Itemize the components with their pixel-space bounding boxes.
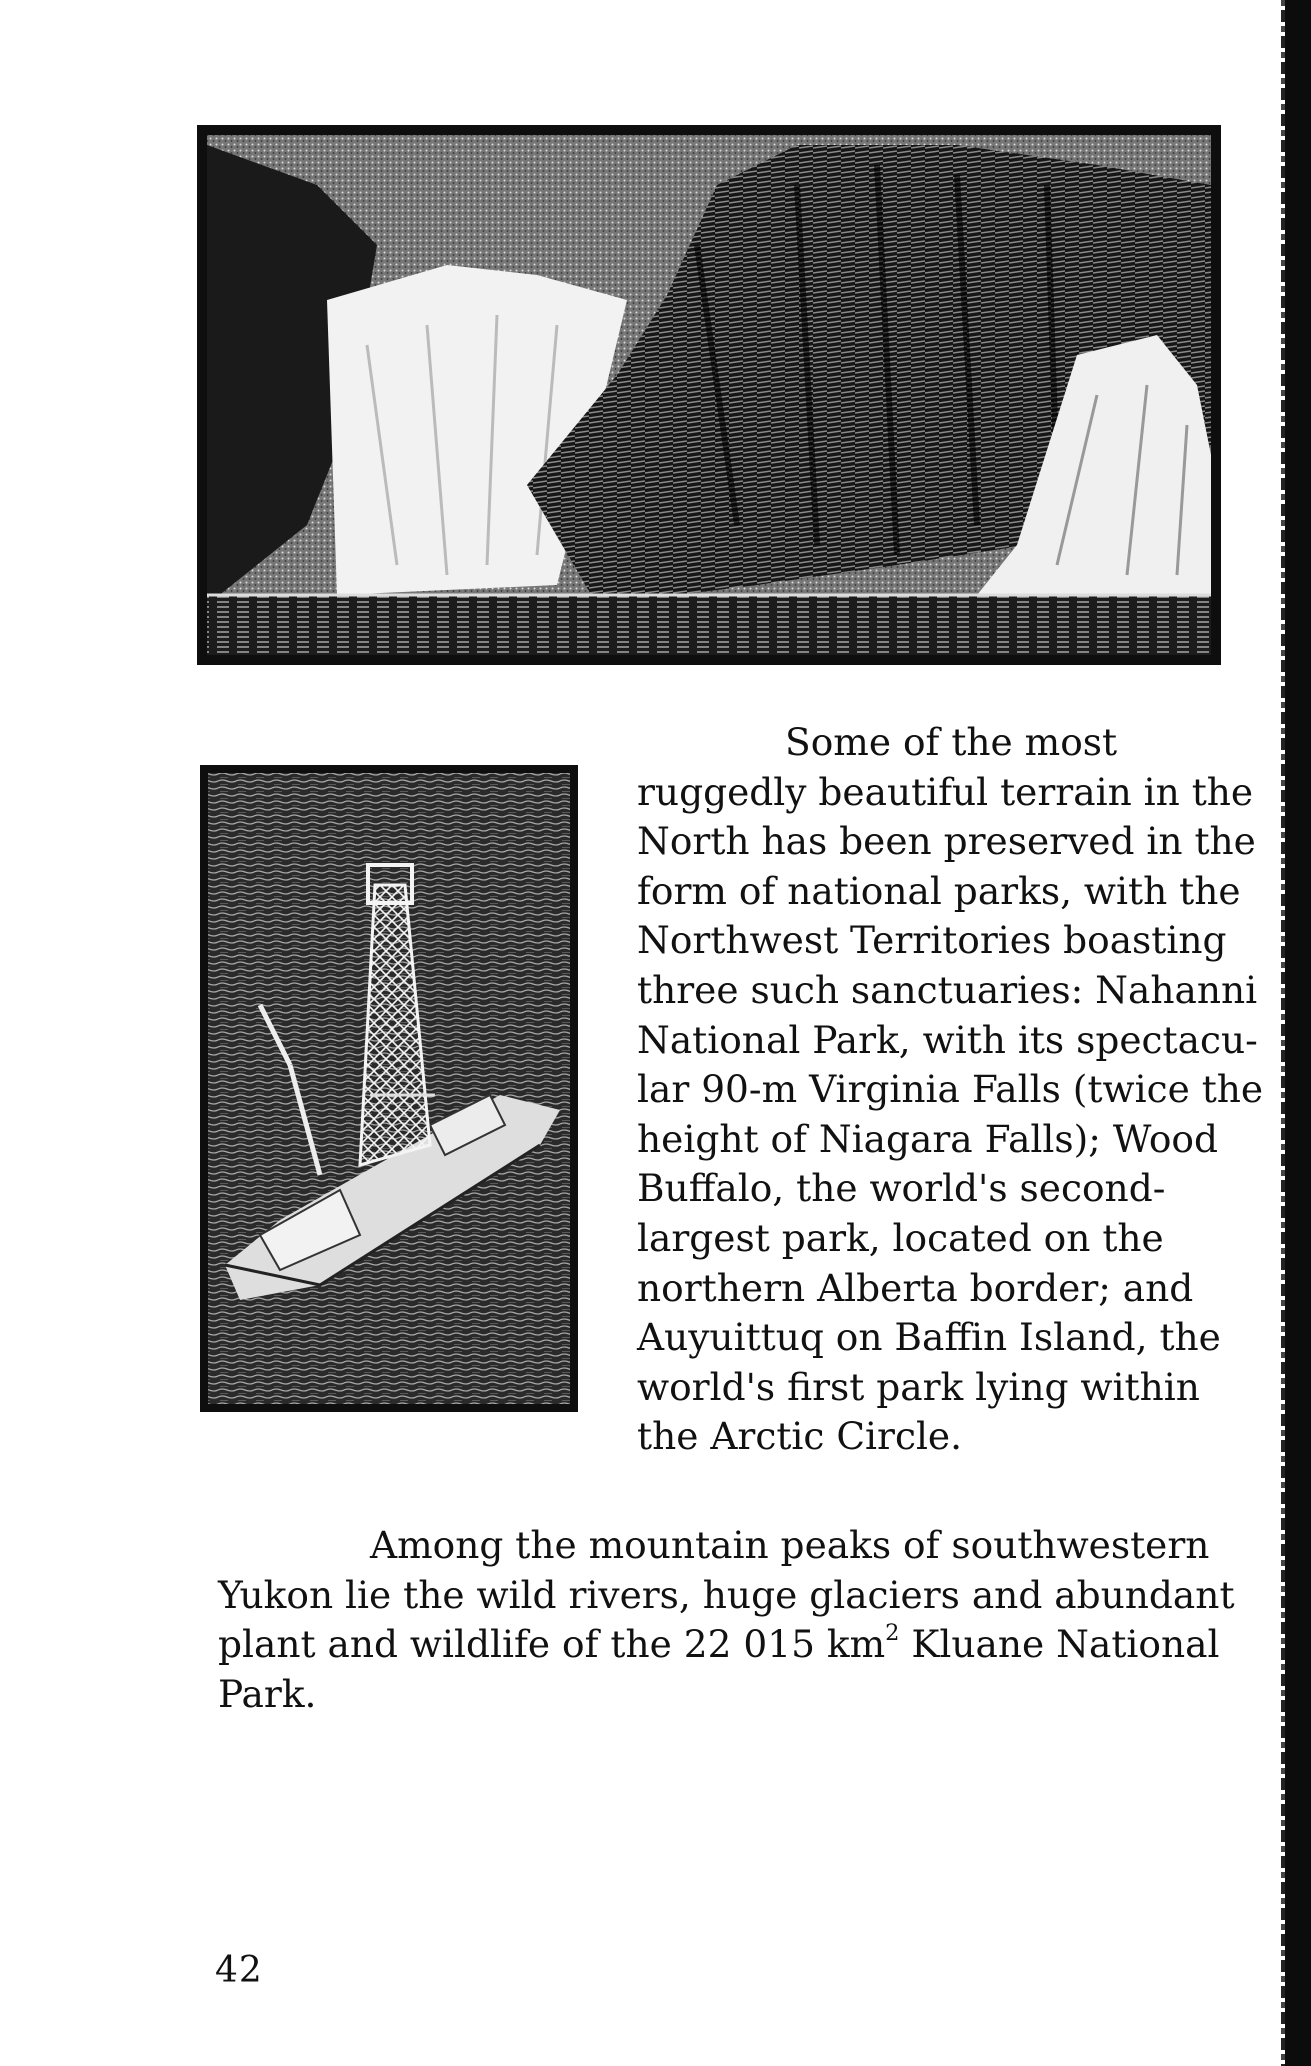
text-line bbox=[218, 1620, 1218, 1670]
text-line: Buffalo, the world's second- bbox=[637, 1166, 1166, 1211]
text-line: world's first park lying within bbox=[637, 1364, 1200, 1409]
text-fragment: plant and wildlife of the 22 015 km bbox=[218, 1622, 886, 1667]
drilling-ship-illustration bbox=[200, 765, 578, 1412]
text-line: height of Niagara Falls); Wood bbox=[637, 1116, 1218, 1161]
text-line: lar 90-m Virginia Falls (twice the bbox=[637, 1067, 1264, 1112]
text-line: Yukon lie the wild rivers, huge glaciers and abundant bbox=[218, 1572, 1235, 1617]
drilling-ship-photo bbox=[200, 765, 578, 1412]
text-line: largest park, located on the bbox=[637, 1215, 1164, 1260]
waterfall-illustration bbox=[197, 125, 1221, 665]
waterfall-photo bbox=[197, 125, 1221, 665]
text-line: Some of the most bbox=[785, 720, 1118, 764]
paragraph-national-parks bbox=[637, 718, 1264, 1462]
page-number: 42 bbox=[215, 1950, 263, 1991]
book-spine bbox=[1285, 0, 1311, 2066]
text-line: three such sanctuaries: Nahanni bbox=[637, 967, 1258, 1012]
text-line: National Park, with its spectacu- bbox=[637, 1017, 1258, 1062]
text-line: form of national parks, with the bbox=[637, 868, 1241, 913]
text-line: North has been preserved in the bbox=[637, 819, 1256, 864]
text-line: the Arctic Circle. bbox=[637, 1414, 963, 1459]
text-fragment: Kluane National bbox=[899, 1622, 1220, 1667]
text-line: Northwest Territories boasting bbox=[637, 918, 1227, 963]
text-line: Auyuittuq on Baffin Island, the bbox=[637, 1315, 1221, 1360]
text-line: Park. bbox=[218, 1671, 317, 1716]
text-line: northern Alberta border; and bbox=[637, 1265, 1194, 1310]
paragraph-kluane bbox=[218, 1521, 1235, 1719]
text-line: Among the mountain peaks of southwestern bbox=[370, 1523, 1210, 1567]
text-line: ruggedly beautiful terrain in the bbox=[637, 769, 1254, 814]
superscript: 2 bbox=[885, 1620, 900, 1647]
